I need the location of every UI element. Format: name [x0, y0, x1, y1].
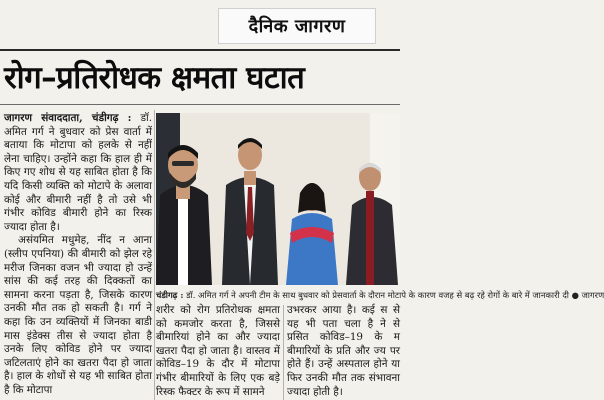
column-rule-2: [283, 305, 284, 400]
masthead-title: दैनिक जागरण: [248, 16, 346, 37]
caption-text: डॉ. अमित गर्ग ने अपनी टीम के साथ बुधवार को प्रेसवार्ता के दौरान मोटापे के कारण वजह से बढ़ रहे रोगों के बारे में जानकारी दी ● जागरण: [186, 290, 604, 300]
headline: रोग–प्रतिरोधक क्षमता घटात: [4, 60, 305, 96]
body-paragraph: असंयमित मधुमेह, नींद न आना (स्लीप एपनिया) की बीमारी को झेल रहे मरीज जिनका वजन भी ज्यादा हो उन्हें सांस की कई तरह की दिक्कतों का सामना करना पड़ता है, जिसके कारण उनकी मौत तक हो सकती है। गर्ग ने कहा कि उन व्यक्तियों में जिनका बाडी मास इंडेक्स तीस से ज्यादा होता है उनके लिए कोविड होने पर ज्यादा जटिलताएं होने का खतरा पैदा हो जाता है। हाल के शोधों से यह भी साबित होता है कि मोटापा: [4, 234, 152, 396]
column-3-text: उभरकर आया है। कई स से यह भी पता चला है ने से प्रसित कोविड–19 के म बीमारियों के प्रति और ज्य पर होते हैं। उन्हें अस्पताल होने या फिर उनकी मौत तक संभावना ज्यादा होती है।: [287, 304, 400, 398]
press-conference-photo: [156, 113, 400, 285]
photo-scene: [156, 113, 400, 285]
lead-paragraph: डॉ. अमित गर्ग ने बुधवार को प्रेस वार्ता में बताया कि मोटापा को हलके से नहीं लेना चाहिए। उन्होंने कहा कि हाल ही में किए गए शोध से यह साबित होता है कि यदि किसी व्यक्ति को मोटापे के अलावा कोई और बीमारी नहीं है तो उसे भी गंभीर कोविड बीमारी होने का रिस्क ज्यादा होता है।: [4, 112, 152, 233]
column-3: [287, 304, 400, 400]
column-2: [156, 304, 280, 400]
column-1-lead: [4, 112, 152, 234]
top-rule: [0, 49, 400, 51]
caption-place: चंडीगढ़ :: [156, 290, 184, 300]
dateline: जागरण संवाददाता, चंडीगढ़ :: [4, 112, 132, 124]
photo-caption: [156, 288, 604, 302]
masthead: [218, 8, 376, 44]
column-2-text: शरीर को रोग प्रतिरोधक क्षमता को कमजोर करता है, जिससे बीमारियां होने का और ज्यादा खतरा पैदा हो जाता है। वास्तव में कोविड–19 के दौर में मोटापा गंभीर बीमारियों के लिए एक बड़े रिस्क फैक्टर के रूप में सामने: [156, 304, 280, 398]
headline-rule: [0, 104, 400, 105]
column-1: [4, 112, 152, 400]
column-rule-1: [154, 110, 155, 400]
